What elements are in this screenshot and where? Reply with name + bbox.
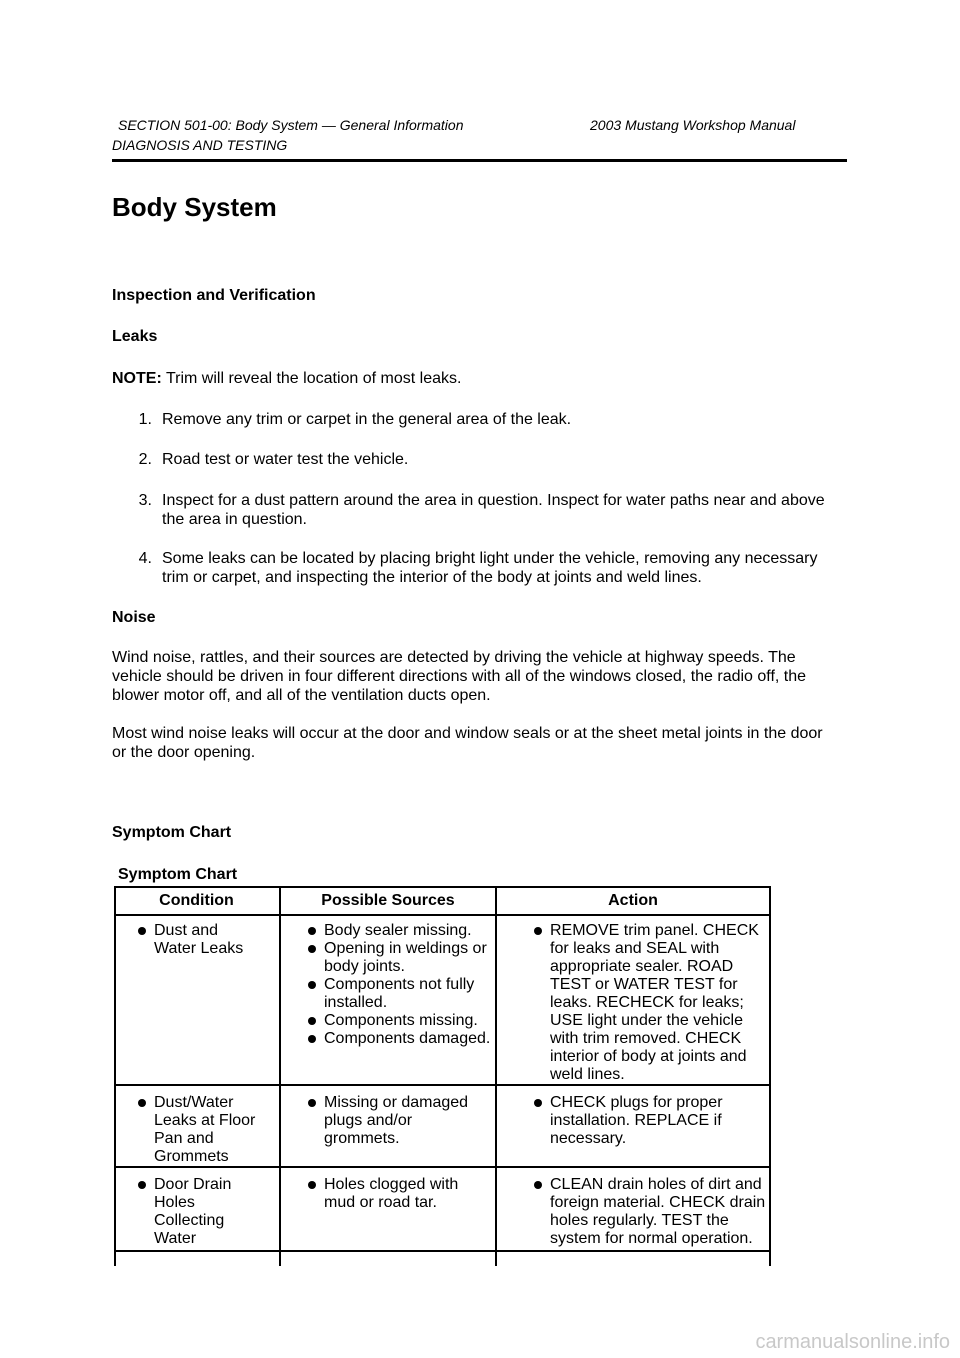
list-item: Components missing.	[304, 1012, 494, 1030]
table-caption: Symptom Chart	[118, 866, 238, 883]
list-item: Opening in weldings or body joints.	[304, 940, 494, 976]
note	[112, 369, 461, 388]
noise-paragraph-1: Wind noise, rattles, and their sources are detected by driving the vehicle at highway speeds. The vehicle should be driven in four different directions with all of the windows closed, the radio off, the blower motor off, and all of the ventilation ducts open.	[112, 649, 807, 704]
page-title: Body System	[112, 192, 277, 222]
step-number: 4.	[138, 550, 152, 567]
step-text: Remove any trim or carpet in the general area of the leak.	[162, 411, 572, 428]
table-row	[134, 1094, 274, 1166]
header-rule	[112, 159, 847, 162]
symptom-table	[114, 886, 771, 1266]
column-header-sources: Possible Sources	[321, 892, 455, 909]
noise-heading: Noise	[112, 609, 156, 626]
column-header-condition: Condition	[159, 892, 234, 909]
sources-cell	[304, 1094, 484, 1148]
sources-cell	[304, 922, 494, 1048]
table-row	[134, 922, 264, 958]
table-border-right	[769, 886, 771, 1266]
symptom-heading: Symptom Chart	[112, 824, 232, 841]
table-column-rule	[279, 886, 281, 1266]
step-text: Some leaks can be located by placing bright light under the vehicle, removing any necessary trim or carpet, and inspecting the interior of the body at joints and weld lines.	[162, 550, 818, 586]
step-number: 3.	[138, 492, 152, 509]
action-text: CHECK plugs for proper installation. REPLACE if necessary.	[530, 1094, 760, 1148]
condition-cell: Dust and Water Leaks	[134, 922, 264, 958]
action-text: REMOVE trim panel. CHECK for leaks and SEAL with appropriate sealer. ROAD TEST or WATER TEST for leaks. RECHECK for leaks; USE light under the vehicle with trim removed. CHECK interior of body at joints and weld lines.	[530, 922, 766, 1084]
condition-cell: Dust/Water Leaks at Floor Pan and Grommets	[134, 1094, 274, 1166]
leaks-heading: Leaks	[112, 328, 158, 345]
list-item: Body sealer missing.	[304, 922, 494, 940]
action-cell	[530, 1094, 760, 1148]
header-manual: 2003 Mustang Workshop Manual	[590, 117, 796, 133]
table-border-top	[114, 886, 771, 888]
list-item: Components not fully installed.	[304, 976, 494, 1012]
note-text: Trim will reveal the location of most leaks.	[165, 370, 462, 387]
table-border-left	[114, 886, 116, 1266]
sources-cell	[304, 1176, 484, 1212]
table-row-rule	[114, 1166, 771, 1168]
action-text: CLEAN drain holes of dirt and foreign material. CHECK drain holes regularly. TEST the system for normal operation.	[530, 1176, 768, 1248]
action-cell	[530, 922, 766, 1084]
table-row-rule	[114, 1084, 771, 1086]
inspection-heading: Inspection and Verification	[112, 287, 316, 304]
step-number: 1.	[138, 411, 152, 428]
noise-paragraph-2: Most wind noise leaks will occur at the door and window seals or at the sheet metal joints in the door or the door opening.	[112, 725, 823, 761]
header-subtitle: DIAGNOSIS AND TESTING	[112, 137, 288, 153]
note-label: NOTE:	[112, 370, 162, 387]
header-section: SECTION 501-00: Body System — General Information	[118, 117, 464, 133]
list-item: Holes clogged with mud or road tar.	[304, 1176, 484, 1212]
table-row-rule	[114, 1250, 771, 1252]
list-item: Components damaged.	[304, 1030, 494, 1048]
table-column-rule	[495, 886, 497, 1266]
step-number: 2.	[138, 451, 152, 468]
watermark: carmanualsonline.info	[755, 1331, 950, 1353]
step-text: Road test or water test the vehicle.	[162, 451, 409, 468]
table-header-rule	[114, 914, 771, 916]
action-cell	[530, 1176, 768, 1248]
column-header-action: Action	[608, 892, 658, 909]
list-item: Missing or damaged plugs and/or grommets.	[304, 1094, 484, 1148]
condition-cell: Door Drain Holes Collecting Water	[134, 1176, 254, 1248]
step-text: Inspect for a dust pattern around the area in question. Inspect for water paths near and above the area in question.	[162, 492, 825, 528]
table-row	[134, 1176, 254, 1248]
